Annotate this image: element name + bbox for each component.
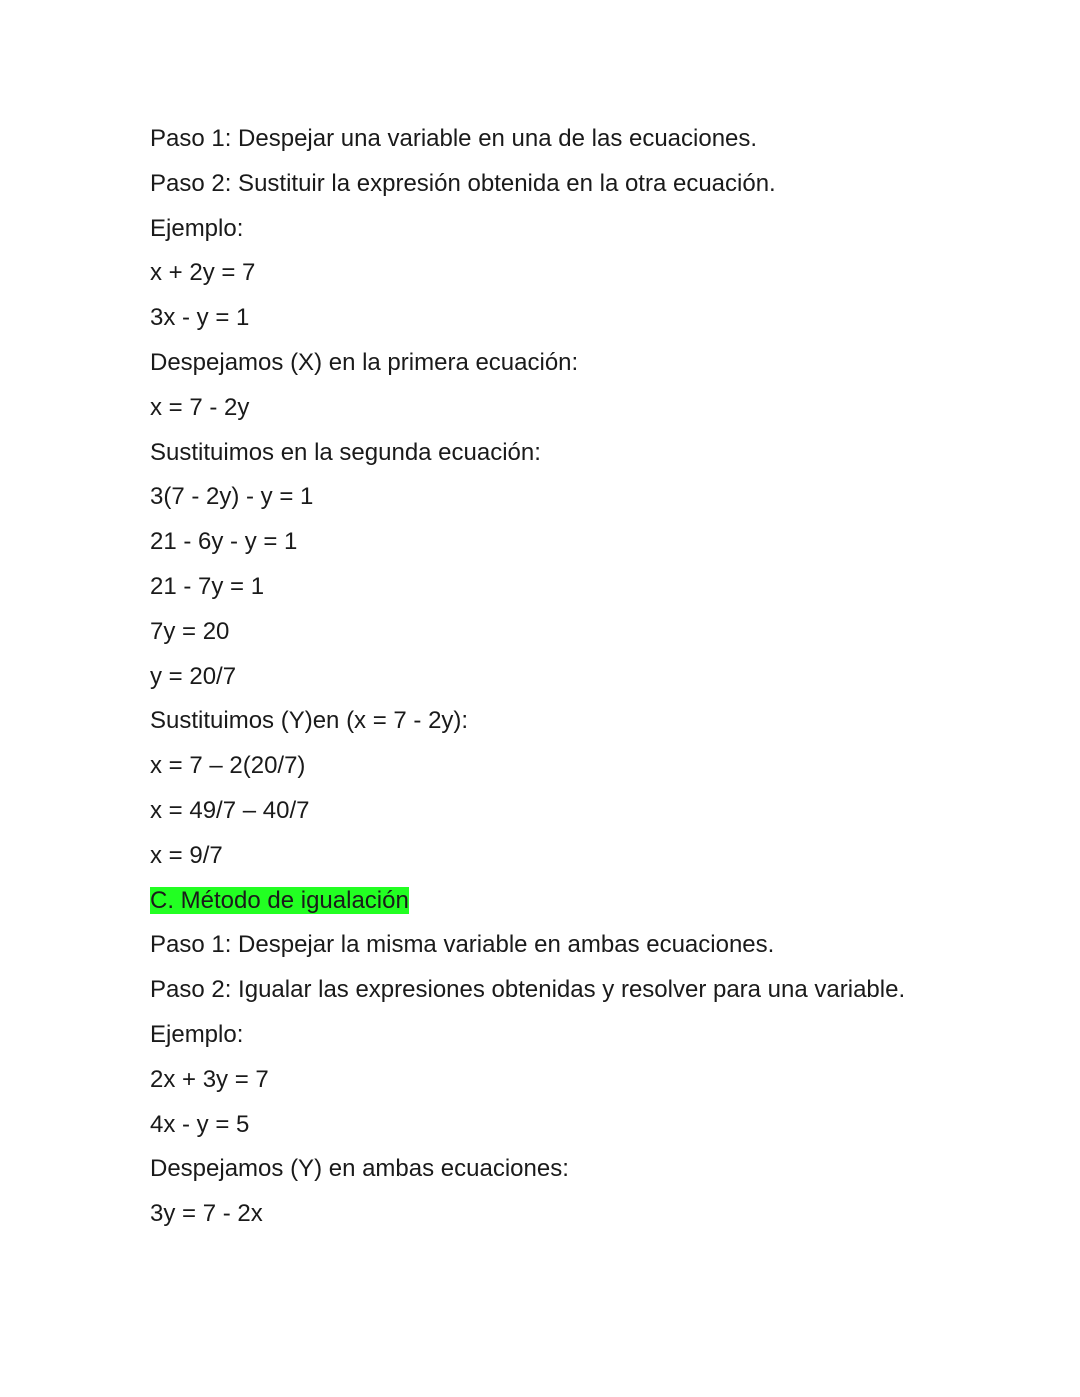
equation-1: x + 2y = 7	[150, 259, 256, 287]
equation-2: 3x - y = 1	[150, 304, 250, 332]
equation-3: 2x + 3y = 7	[150, 1065, 269, 1093]
equation-step-4: 7y = 20	[150, 617, 230, 645]
solve-x-text: Despejamos (X) en la primera ecuación:	[150, 348, 579, 376]
equation-4: 4x - y = 5	[150, 1110, 250, 1138]
equation-x-expression: x = 7 - 2y	[150, 393, 250, 421]
igualacion-step-2-text: Paso 2: Igualar las expresiones obtenidas y resolver para una variable.	[150, 976, 906, 1004]
example-label-2: Ejemplo:	[150, 1020, 244, 1048]
example-label: Ejemplo:	[150, 214, 244, 242]
section-heading-highlight: C. Método de igualación	[150, 886, 409, 914]
equation-x-result: x = 9/7	[150, 841, 223, 869]
substitute-text: Sustituimos en la segunda ecuación:	[150, 438, 541, 466]
section-heading	[150, 883, 1030, 928]
step-2-text: Paso 2: Sustituir la expresión obtenida en la otra ecuación.	[150, 169, 776, 197]
equation-step-2: 21 - 6y - y = 1	[150, 528, 298, 556]
igualacion-step-1-text: Paso 1: Despejar la misma variable en ambas ecuaciones.	[150, 931, 775, 959]
equation-x-step-2: x = 49/7 – 40/7	[150, 796, 310, 824]
substitute-y-text: Sustituimos (Y)en (x = 7 - 2y):	[150, 707, 469, 735]
equation-y-expression: 3y = 7 - 2x	[150, 1200, 263, 1228]
equation-x-step-1: x = 7 – 2(20/7)	[150, 752, 306, 780]
equation-y-result: y = 20/7	[150, 662, 237, 690]
equation-step-3: 21 - 7y = 1	[150, 572, 265, 600]
equation-step-1: 3(7 - 2y) - y = 1	[150, 483, 314, 511]
step-1-text: Paso 1: Despejar una variable en una de las ecuaciones.	[150, 125, 758, 152]
solve-y-text: Despejamos (Y) en ambas ecuaciones:	[150, 1155, 569, 1183]
document-page	[150, 121, 1030, 1241]
